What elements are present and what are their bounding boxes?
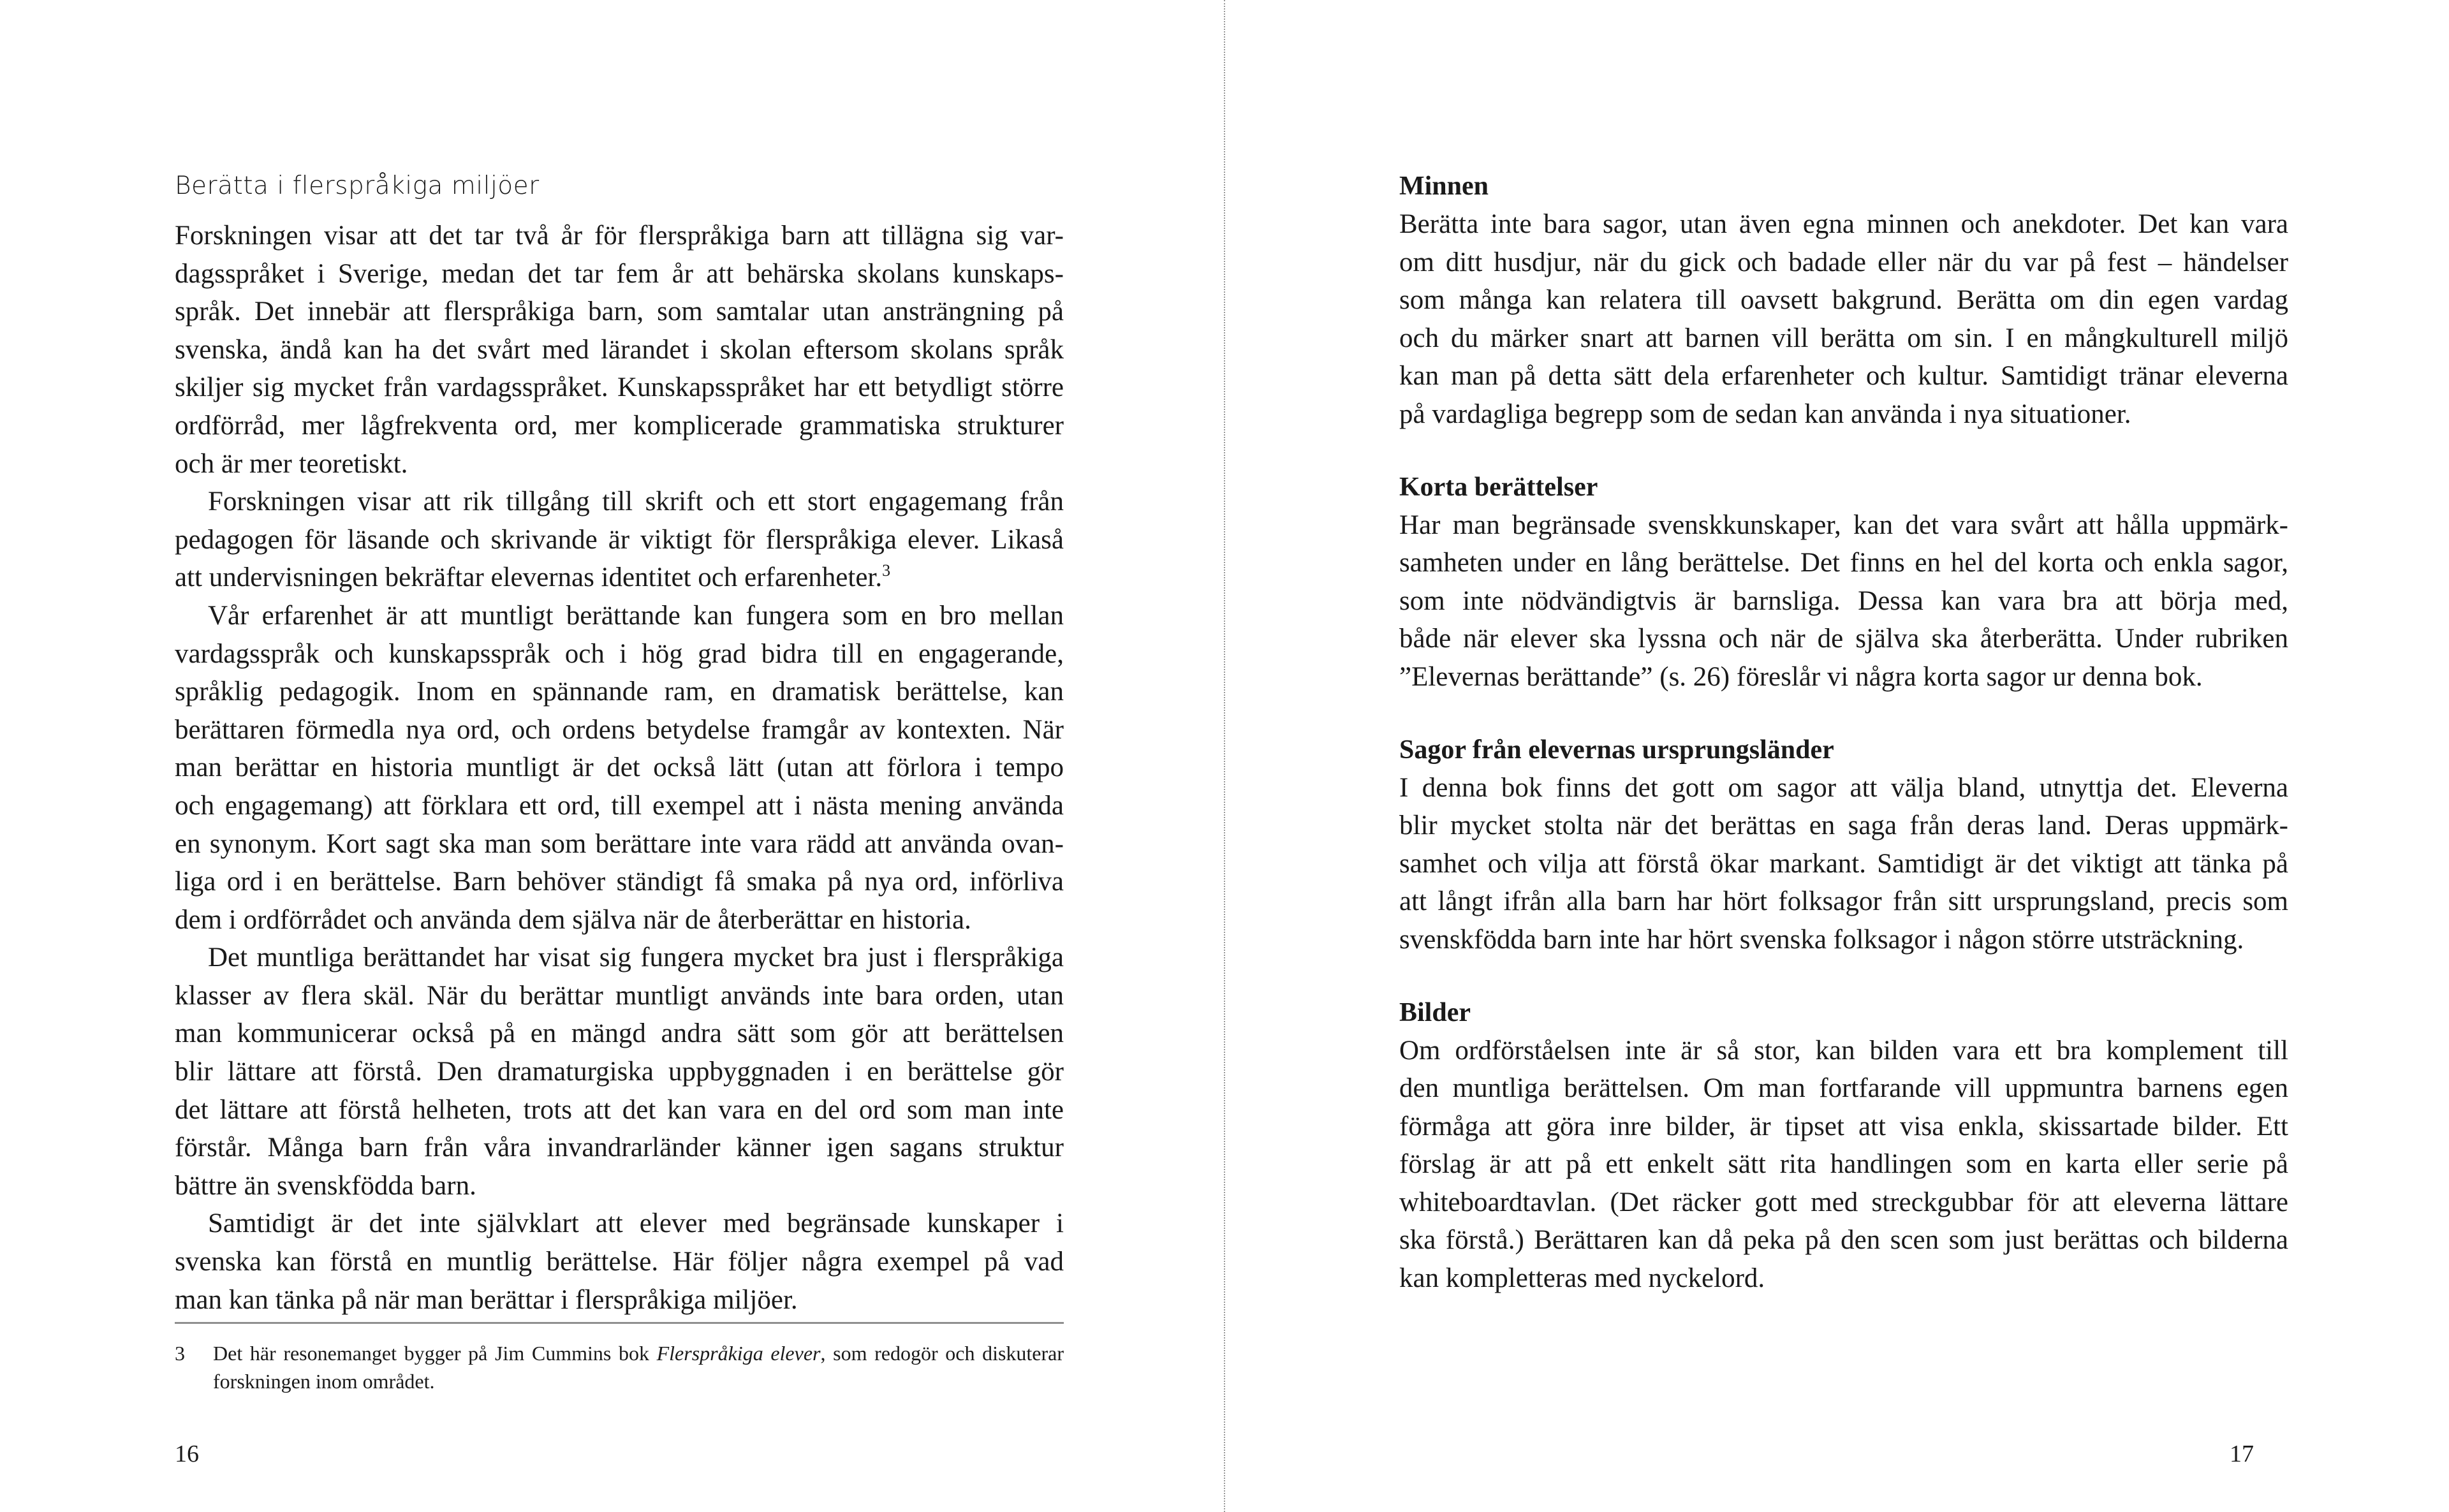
text-line: att långt ifrån alla barn har hört folksagor från sitt ursprungsland, precis som bbox=[1399, 886, 2288, 917]
paragraph bbox=[175, 939, 1064, 1205]
text-line: whiteboardtavlan. (Det räcker gott med streckgubbar för att eleverna lättare bbox=[1399, 1187, 2288, 1217]
section bbox=[1399, 994, 2288, 1298]
footnote-book-title: Flerspråkiga elever bbox=[656, 1342, 821, 1365]
text-line: om ditt husdjur, när du gick och badade eller när du var på fest – händelser bbox=[1399, 247, 2288, 277]
text-line: ska förstå.) Berättaren kan då peka på den scen som just berättas och bilderna bbox=[1399, 1225, 2288, 1256]
section bbox=[1399, 167, 2288, 434]
text-line: Samtidigt är det inte självklart att elever med begränsade kunskaper i bbox=[208, 1208, 1064, 1239]
text-line: liga ord i en berättelse. Barn behöver ständigt få smaka på nya ord, införliva bbox=[175, 867, 1064, 897]
text-line: och engagemang) att förklara ett ord, till exempel att i nästa mening använda bbox=[175, 790, 1064, 821]
text-line: berättaren förmedla nya ord, och ordens betydelse framgår av kontexten. När bbox=[175, 714, 1064, 745]
page-number-left: 16 bbox=[175, 1441, 199, 1467]
text-line: klasser av flera skäl. När du berättar muntligt används inte bara orden, utan bbox=[175, 980, 1064, 1011]
text-line: Berätta inte bara sagor, utan även egna minnen och anekdoter. Det kan vara bbox=[1399, 209, 2288, 239]
text-line: Om ordförståelsen inte är så stor, kan bilden vara ett bra komplement till bbox=[1399, 1035, 2288, 1066]
text-line: som inte nödvändigtvis är barnsliga. Dessa kan vara bra att börja med, bbox=[1399, 585, 2288, 616]
text-line: bättre än svenskfödda barn. bbox=[175, 1170, 476, 1201]
text-line: blir mycket stolta när det berättas en saga från deras land. Deras uppmärk- bbox=[1399, 811, 2288, 841]
text-line: vardagsspråk och kunskapsspråk och i hög grad bidra till en engagerande, bbox=[175, 638, 1064, 669]
left-text-column bbox=[175, 167, 1064, 1319]
text-line: språklig pedagogik. Inom en spännande ram, en dramatisk berättelse, kan bbox=[175, 677, 1064, 707]
text-line: att undervisningen bekräftar elevernas identitet och erfarenheter.$^3$ bbox=[175, 561, 891, 593]
footnote-number: 3 bbox=[175, 1342, 185, 1365]
text-line: man kommunicerar också på en mängd andra sätt som gör att berättelsen bbox=[175, 1018, 1064, 1049]
text-line: det lättare att förstå helheten, trots att det kan vara en del ord som man inte bbox=[175, 1094, 1064, 1125]
text-line: förmåga att göra inre bilder, är tipset att visa enkla, skissartade bilder. Ett bbox=[1399, 1111, 2288, 1141]
text-line: svenska, ändå kan ha det svårt med lärandet i skolan eftersom skolans språk bbox=[175, 334, 1064, 365]
text-line: Forskningen visar att rik tillgång till skrift och ett stort engagemang från bbox=[208, 487, 1064, 517]
text-line: samheten under en lång berättelse. Det finns en hel del korta och enkla sagor, bbox=[1399, 548, 2288, 578]
text-line: man kan tänka på när man berättar i flerspråkiga miljöer. bbox=[175, 1284, 798, 1315]
section-heading: Korta berättelser bbox=[1399, 472, 1598, 502]
text-line: skiljer sig mycket från vardagsspråket. Kunskapsspråket har ett betydligt större bbox=[175, 372, 1064, 403]
section-heading: Sagor från elevernas ursprungsländer bbox=[1399, 735, 1834, 765]
paragraph bbox=[175, 597, 1064, 939]
footnote-line: forskningen inom området. bbox=[213, 1370, 435, 1393]
text-line: förslag är att på ett enkelt sätt rita handlingen som en karta eller serie på bbox=[1399, 1149, 2288, 1180]
right-text-column bbox=[1399, 167, 2288, 1332]
text-line: man berättar en historia muntligt är det också lätt (utan att förlora i tempo bbox=[175, 752, 1064, 783]
text-line: på vardagliga begrepp som de sedan kan använda i nya situationer. bbox=[1399, 399, 2131, 429]
text-line: Det muntliga berättandet har visat sig fungera mycket bra just i flerspråkiga bbox=[208, 943, 1064, 973]
text-line: dem i ordförrådet och använda dem själva när de återberättar en historia. bbox=[175, 904, 971, 935]
footnote-line bbox=[175, 1339, 1064, 1367]
text-line: förstår. Många barn från våra invandrarländer känner igen sagans struktur bbox=[175, 1133, 1064, 1163]
text-line: som många kan relatera till oavsett bakgrund. Berätta om din egen vardag bbox=[1399, 285, 2288, 316]
text-line: pedagogen för läsande och skrivande är viktigt för flerspråkiga elever. Likaså bbox=[175, 524, 1064, 555]
text-line: I denna bok finns det gott om sagor att välja bland, utnyttja det. Eleverna bbox=[1399, 772, 2288, 803]
text-line: kan man på detta sätt dela erfarenheter och kultur. Samtidigt tränar eleverna bbox=[1399, 361, 2288, 392]
paragraph bbox=[175, 483, 1064, 597]
right-page bbox=[1224, 0, 2449, 1512]
footnote-text-cont: , som redogör och diskuterar bbox=[820, 1342, 1064, 1365]
text-line: kan kompletteras med nyckelord. bbox=[1399, 1263, 1765, 1294]
text-line: Forskningen visar att det tar två år för flerspråkiga barn att tillägna sig var- bbox=[175, 221, 1064, 251]
footnote bbox=[175, 1339, 1064, 1395]
text-line: språk. Det innebär att flerspråkiga barn, som samtalar utan ansträngning på bbox=[175, 297, 1064, 327]
text-line: ordförråd, mer lågfrekventa ord, mer komplicerade grammatiska strukturer bbox=[175, 410, 1064, 441]
text-line: blir lättare att förstå. Den dramaturgiska uppbyggnaden i en berättelse gör bbox=[175, 1057, 1064, 1087]
text-line: Vår erfarenhet är att muntligt berättande kan fungera som en bro mellan bbox=[208, 600, 1064, 631]
text-line: svenska kan förstå en muntlig berättelse. Här följer några exempel på vad bbox=[175, 1247, 1064, 1277]
footnote-reference[interactable]: 3 bbox=[882, 561, 891, 580]
text-line: och du märker snart att barnen vill berätta om sin. I en mångkulturell miljö bbox=[1399, 323, 2288, 353]
left-body bbox=[175, 217, 1064, 1319]
footnote-rule bbox=[175, 1322, 1064, 1324]
page-number-right: 17 bbox=[2230, 1441, 2254, 1467]
section-heading: Minnen bbox=[1399, 172, 1489, 201]
left-page bbox=[0, 0, 1224, 1512]
section bbox=[1399, 468, 2288, 696]
text-line: svenskfödda barn inte har hört svenska folksagor i någon större utsträckning. bbox=[1399, 924, 2244, 955]
chapter-heading: Berätta i flerspråkiga miljöer bbox=[175, 172, 540, 200]
section bbox=[1399, 731, 2288, 959]
section-heading: Bilder bbox=[1399, 997, 1471, 1027]
paragraph bbox=[175, 1205, 1064, 1319]
text-line: en synonym. Kort sagt ska man som berättare inte vara rädd att använda ovan- bbox=[175, 828, 1064, 859]
text-line: dagsspråket i Sverige, medan det tar fem år att behärska skolans kunskaps- bbox=[175, 258, 1064, 289]
text-line: och är mer teoretiskt. bbox=[175, 448, 408, 479]
text-line: ”Elevernas berättande” (s. 26) föreslår vi några korta sagor ur denna bok. bbox=[1399, 661, 2203, 692]
text-line: samhet och vilja att förstå ökar markant. Samtidigt är det viktigt att tänka på bbox=[1399, 848, 2288, 879]
text-line: den muntliga berättelsen. Om man fortfarande vill uppmuntra barnens egen bbox=[1399, 1073, 2288, 1104]
footnote-text: Det här resonemanget bygger på Jim Cummins bok bbox=[213, 1342, 657, 1365]
paragraph bbox=[175, 217, 1064, 483]
text-line: Har man begränsade svenskkunskaper, kan det vara svårt att hålla uppmärk- bbox=[1399, 510, 2288, 540]
text-line: både när elever ska lyssna och när de själva ska återberätta. Under rubriken bbox=[1399, 624, 2288, 654]
